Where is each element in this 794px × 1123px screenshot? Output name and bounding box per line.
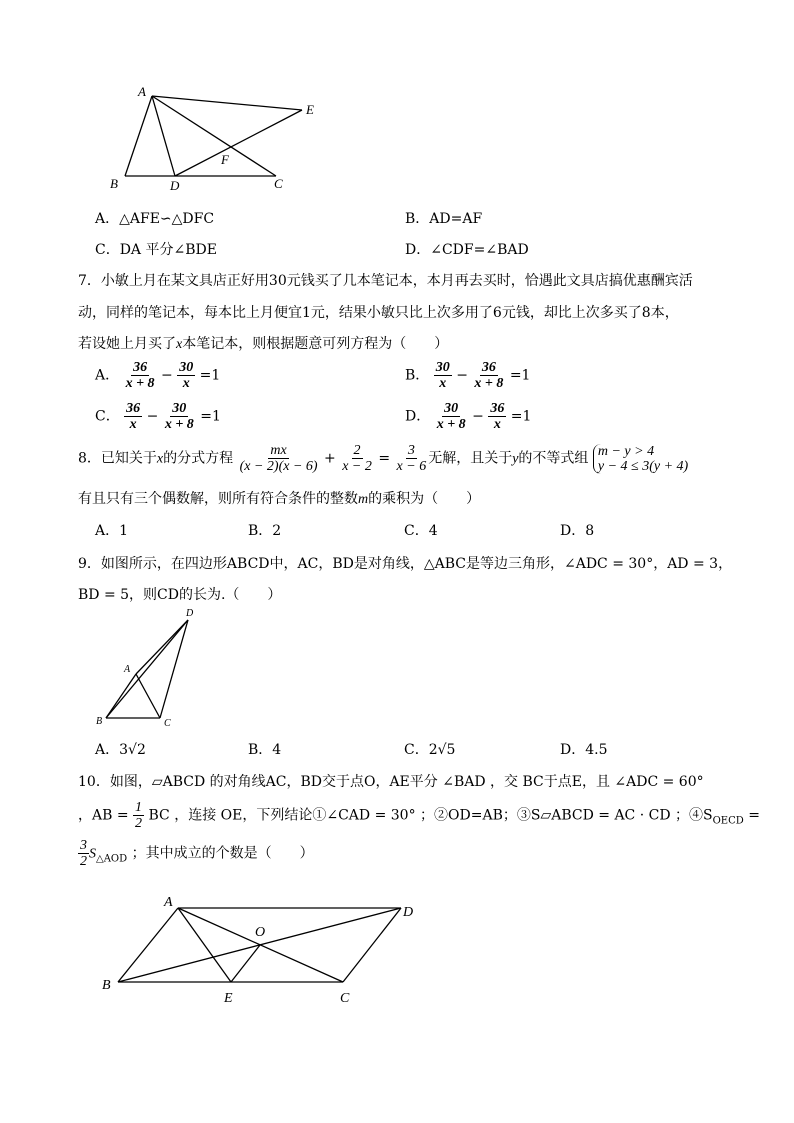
q7-option-c: C． $\frac{36}{x}$ − $\frac{30}{x + 8}$ =1 xyxy=(95,401,221,432)
q10-label-a: A xyxy=(164,895,173,910)
q6-label-f: F xyxy=(221,152,229,167)
q10-label-d: D xyxy=(403,905,414,920)
q8-line2: 有且只有三个偶数解，则所有符合条件的整数m的乘积为（ ） xyxy=(78,491,481,507)
q9-option-a: A．3√2 xyxy=(95,742,146,758)
q6-figure xyxy=(100,82,330,192)
q10-label-c: C xyxy=(340,991,350,1006)
q9-option-b: B．4 xyxy=(248,742,282,758)
q6-option-a: A．△AFE∽△DFC xyxy=(95,211,215,227)
q10-label-b: B xyxy=(102,978,111,993)
q7-line3: 若设她上月买了x本笔记本，则根据题意可列方程为（ ） xyxy=(78,336,449,352)
q10-line2: ，AB = $\frac{1}{2}$ BC ，连接 OE，下列结论①∠CAD = 30° ；②OD=AB；③S▱ABCD = AC · CD ；$④S_{OECD}$ = xyxy=(78,800,760,831)
q8-option-b: B．2 xyxy=(248,523,282,539)
q10-figure xyxy=(98,890,428,1010)
q9-label-a: A xyxy=(124,664,131,675)
q7-line1: 7．小敏上月在某文具店正好用30元钱买了几本笔记本，本月再去买时，恰遇此文具店搞优惠酬宾活 xyxy=(78,273,693,289)
q6-label-a: A xyxy=(138,84,146,99)
q10-line1: 10．如图，▱ABCD 的对角线AC，BD交于点O，AE平分 ∠BAD ，交 BC于点E，且 ∠ADC = 60° xyxy=(78,774,704,790)
q8-option-c: C．4 xyxy=(404,523,438,539)
q9-line1: 9．如图所示，在四边形ABCD中，AC，BD是对角线，△ABC是等边三角形，∠ADC = 30°，AD = 3， xyxy=(78,556,733,572)
q8-option-a: A．1 xyxy=(95,523,129,539)
q9-label-c: C xyxy=(164,718,171,729)
q9-option-d: D．4.5 xyxy=(560,742,608,758)
q10-label-o: O xyxy=(255,925,266,940)
q7-line2: 动，同样的笔记本，每本比上月便宜1元，结果小敏只比上次多用了6元钱，却比上次多买了8本， xyxy=(78,305,679,321)
q7-option-a: A． $\frac{36}{x + 8}$ − $\frac{30}{x}$ =1 xyxy=(95,360,221,391)
q9-label-d: D xyxy=(186,608,194,619)
q6-label-d: D xyxy=(170,178,180,193)
q6-label-b: B xyxy=(110,176,118,191)
q6-label-e: E xyxy=(306,102,314,117)
q9-label-b: B xyxy=(96,716,103,727)
q9-option-c: C．2√5 xyxy=(404,742,456,758)
q9-figure xyxy=(92,606,202,732)
q6-option-b: B．AD=AF xyxy=(405,211,483,227)
q10-label-e: E xyxy=(224,991,233,1006)
q6-label-c: C xyxy=(274,176,283,191)
q10-line3: $\frac{3}{2}$ $S_{\triangle AOD}$ ；其中成立的个数是（ ） xyxy=(80,838,314,869)
q7-option-b: B． $\frac{30}{x}$ − $\frac{36}{x + 8}$ =1 xyxy=(405,360,531,391)
q8-option-d: D．8 xyxy=(560,523,595,539)
q8-inequality-system: m − y > 4 y − 4 ≤ 3(y + 4) xyxy=(593,444,688,474)
q6-option-c: C．DA 平分∠BDE xyxy=(95,242,217,258)
q6-option-d: D．∠CDF=∠BAD xyxy=(405,242,529,258)
q7-option-d: D． $\frac{30}{x + 8}$ − $\frac{36}{x}$ =1 xyxy=(405,401,532,432)
q9-line2: BD = 5，则CD的长为.（ ） xyxy=(78,587,282,603)
q8-line1: 8．已知关于x的分式方程 $\frac{mx}{(x - 2)(x - 6)}$ + $\frac{2}{x - 2}$ = $\frac{3}{x - 6}$ 无解，且关于y的不等式组 m − y > 4 y − 4 ≤ 3(y + 4) xyxy=(78,443,689,474)
